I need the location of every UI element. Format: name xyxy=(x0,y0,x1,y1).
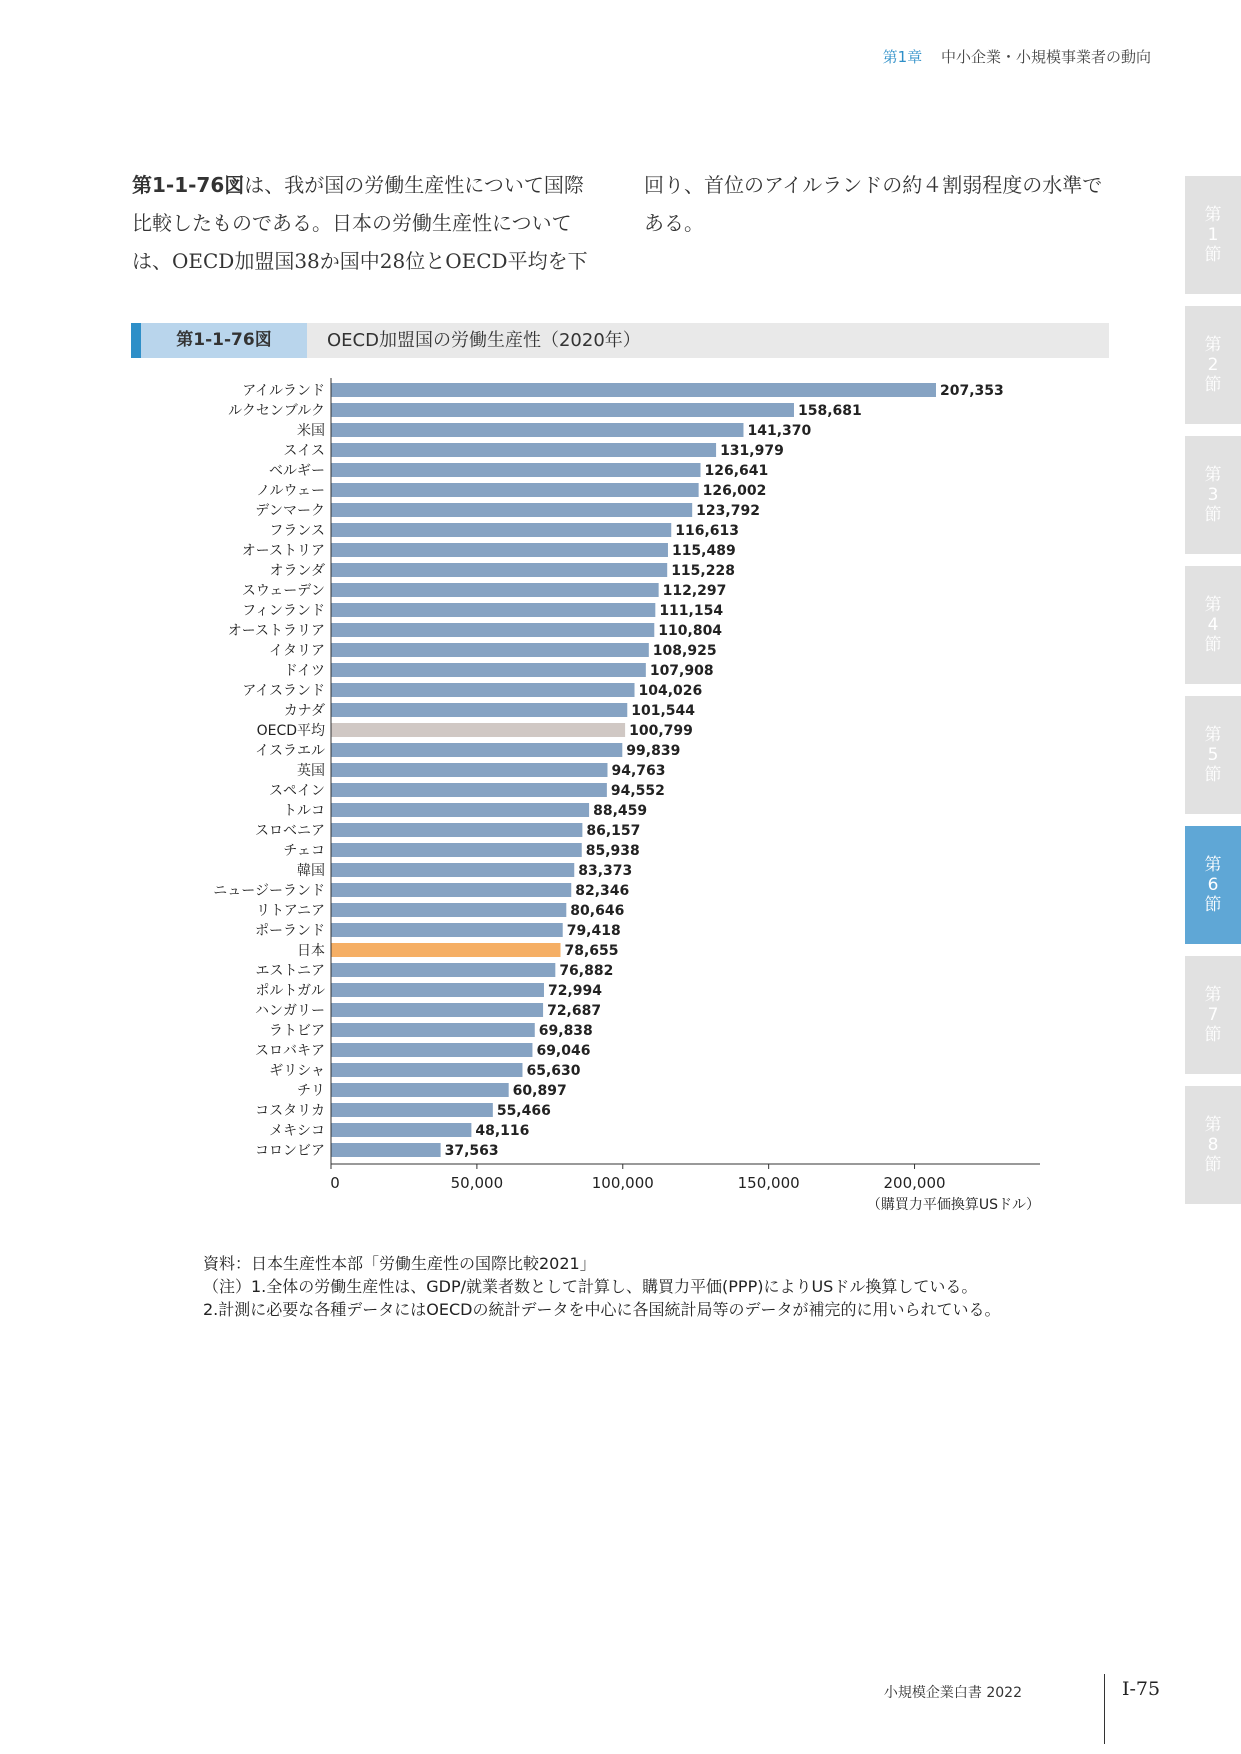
value-label-4: 126,641 xyxy=(704,463,769,479)
bar-36 xyxy=(331,1103,493,1117)
category-label-27: ポーランド xyxy=(255,923,325,939)
footer-divider xyxy=(1104,1674,1105,1744)
bar-3 xyxy=(331,443,716,457)
value-label-14: 107,908 xyxy=(649,663,714,679)
category-label-33: スロバキア xyxy=(255,1043,325,1059)
category-label-16: カナダ xyxy=(283,703,325,719)
category-label-29: エストニア xyxy=(255,963,325,979)
x-unit-label: （購買力平価換算USドル） xyxy=(866,1197,1040,1213)
value-label-16: 101,544 xyxy=(631,703,696,719)
value-label-11: 111,154 xyxy=(659,603,724,619)
source-note: 資料：日本生産性本部「労働生産性の国際比較2021」 xyxy=(203,1254,596,1273)
bar-7 xyxy=(331,523,671,537)
category-label-8: オーストリア xyxy=(241,543,325,559)
value-label-2: 141,370 xyxy=(747,423,812,439)
category-label-4: ベルギー xyxy=(269,463,325,479)
bar-10 xyxy=(331,583,659,597)
bar-0 xyxy=(331,383,936,397)
page-number: Ⅰ-75 xyxy=(1122,1678,1161,1700)
section-tab-label: 第5節 xyxy=(1204,725,1222,785)
bar-32 xyxy=(331,1023,535,1037)
category-label-5: ノルウェー xyxy=(256,483,325,499)
category-label-30: ポルトガル xyxy=(255,983,325,999)
section-tab-6[interactable] xyxy=(1185,826,1241,944)
bar-2 xyxy=(331,423,743,437)
bar-15 xyxy=(331,683,635,697)
category-label-11: フィンランド xyxy=(242,603,325,619)
bar-4 xyxy=(331,463,700,477)
value-label-1: 158,681 xyxy=(797,403,862,419)
value-label-5: 126,002 xyxy=(702,483,767,499)
category-label-19: 英国 xyxy=(297,763,325,779)
section-tab-label: 第6節 xyxy=(1204,855,1222,915)
page-footer xyxy=(883,1678,1180,1722)
x-tick-label-3: 150,000 xyxy=(737,1174,800,1192)
chapter-number: 第1章 xyxy=(882,48,923,66)
value-label-27: 79,418 xyxy=(566,923,621,939)
figure-reference: 第1-1-76図 xyxy=(132,173,245,197)
bar-17 xyxy=(331,723,625,737)
value-label-21: 88,459 xyxy=(593,803,648,819)
category-label-0: アイルランド xyxy=(242,383,325,399)
value-label-29: 76,882 xyxy=(559,963,614,979)
section-tab-label: 第1節 xyxy=(1204,205,1222,265)
value-label-13: 108,925 xyxy=(652,643,717,659)
bar-26 xyxy=(331,903,566,917)
bar-31 xyxy=(331,1003,543,1017)
value-label-33: 69,046 xyxy=(536,1043,591,1059)
value-label-8: 115,489 xyxy=(671,543,736,559)
value-label-23: 85,938 xyxy=(585,843,640,859)
bar-8 xyxy=(331,543,668,557)
value-label-35: 60,897 xyxy=(512,1083,567,1099)
category-label-20: スペイン xyxy=(269,783,325,799)
value-label-15: 104,026 xyxy=(638,683,703,699)
value-label-3: 131,979 xyxy=(720,443,784,459)
value-label-26: 80,646 xyxy=(570,903,625,919)
section-tab-label: 第2節 xyxy=(1204,335,1222,395)
bar-11 xyxy=(331,603,655,617)
bar-14 xyxy=(331,663,646,677)
bar-6 xyxy=(331,503,692,517)
value-label-6: 123,792 xyxy=(696,503,760,519)
category-label-10: スウェーデン xyxy=(241,583,325,599)
bar-9 xyxy=(331,563,667,577)
value-label-34: 65,630 xyxy=(526,1063,581,1079)
value-label-7: 116,613 xyxy=(675,523,740,539)
category-label-9: オランダ xyxy=(269,563,325,579)
bar-30 xyxy=(331,983,544,997)
bar-5 xyxy=(331,483,699,497)
bar-25 xyxy=(331,883,571,897)
category-label-23: チェコ xyxy=(283,843,325,859)
bar-21 xyxy=(331,803,589,817)
body-text: は、我が国の労働生産性について国際比較したものである。日本の労働生産性については、OECD加盟国38か国中28位とOECD平均を下回り、首位のアイルランドの約４割弱程度の水準である。 xyxy=(132,173,1103,273)
bar-1 xyxy=(331,403,794,417)
bar-13 xyxy=(331,643,649,657)
section-tab-5[interactable] xyxy=(1185,696,1241,814)
value-label-25: 82,346 xyxy=(575,883,630,899)
value-label-38: 37,563 xyxy=(444,1143,499,1159)
bar-12 xyxy=(331,623,654,637)
category-label-1: ルクセンブルク xyxy=(228,403,325,419)
value-label-9: 115,228 xyxy=(671,563,735,579)
book-title: 小規模企業白書 2022 xyxy=(883,1685,1022,1701)
category-label-36: コスタリカ xyxy=(255,1103,325,1119)
section-tab-label: 第8節 xyxy=(1204,1115,1222,1175)
note-1: （注）1.全体の労働生産性は、GDP/就業者数として計算し、購買力平価(PPP)によりUSドル換算している。 xyxy=(203,1277,978,1296)
bar-23 xyxy=(331,843,582,857)
category-label-22: スロベニア xyxy=(255,823,325,839)
bar-29 xyxy=(331,963,555,977)
bar-19 xyxy=(331,763,607,777)
section-tab-3[interactable] xyxy=(1185,436,1241,554)
chapter-title: 中小企業・小規模事業者の動向 xyxy=(940,48,1151,66)
bar-35 xyxy=(331,1083,509,1097)
category-label-18: イスラエル xyxy=(255,743,325,759)
bar-20 xyxy=(331,783,607,797)
section-tab-label: 第4節 xyxy=(1204,595,1222,655)
figure-title: OECD加盟国の労働生産性（2020年） xyxy=(327,330,641,351)
category-label-2: 米国 xyxy=(297,423,325,439)
section-tab-label: 第7節 xyxy=(1204,985,1222,1045)
section-tabs xyxy=(1185,176,1241,1216)
bar-27 xyxy=(331,923,563,937)
figure-notes xyxy=(203,1252,1000,1321)
value-label-20: 94,552 xyxy=(610,783,665,799)
value-label-28: 78,655 xyxy=(564,943,619,959)
category-label-12: オーストラリア xyxy=(227,623,325,639)
category-label-21: トルコ xyxy=(283,803,325,819)
bar-38 xyxy=(331,1143,441,1157)
value-label-22: 86,157 xyxy=(586,823,641,839)
value-label-0: 207,353 xyxy=(939,383,1004,399)
x-tick-label-0: 0 xyxy=(330,1174,340,1192)
section-tab-7[interactable] xyxy=(1185,956,1241,1074)
bar-24 xyxy=(331,863,574,877)
value-label-24: 83,373 xyxy=(578,863,633,879)
bar-33 xyxy=(331,1043,532,1057)
x-tick-label-4: 200,000 xyxy=(883,1174,946,1192)
category-label-28: 日本 xyxy=(297,943,325,959)
category-label-35: チリ xyxy=(297,1083,325,1099)
category-label-15: アイスランド xyxy=(242,683,325,699)
bar-18 xyxy=(331,743,622,757)
value-label-31: 72,687 xyxy=(547,1003,602,1019)
category-label-38: コロンビア xyxy=(255,1143,325,1159)
value-label-19: 94,763 xyxy=(611,763,666,779)
bar-37 xyxy=(331,1123,471,1137)
x-tick-label-1: 50,000 xyxy=(450,1174,504,1192)
category-label-24: 韓国 xyxy=(297,863,325,879)
bar-34 xyxy=(331,1063,522,1077)
category-label-3: スイス xyxy=(283,443,325,459)
bar-22 xyxy=(331,823,582,837)
section-tab-4[interactable] xyxy=(1185,566,1241,684)
bar-28 xyxy=(331,943,560,957)
category-label-26: リトアニア xyxy=(256,903,325,919)
category-label-34: ギリシャ xyxy=(269,1063,325,1079)
value-label-36: 55,466 xyxy=(496,1103,551,1119)
category-label-31: ハンガリー xyxy=(255,1003,325,1019)
category-label-37: メキシコ xyxy=(269,1123,325,1139)
value-label-17: 100,799 xyxy=(629,723,693,739)
value-label-37: 48,116 xyxy=(475,1123,530,1139)
value-label-12: 110,804 xyxy=(658,623,723,639)
bar-16 xyxy=(331,703,627,717)
section-tab-1[interactable] xyxy=(1185,176,1241,294)
section-tab-label: 第3節 xyxy=(1204,465,1222,525)
category-label-32: ラトビア xyxy=(269,1023,325,1039)
section-tab-2[interactable] xyxy=(1185,306,1241,424)
value-label-18: 99,839 xyxy=(626,743,681,759)
value-label-10: 112,297 xyxy=(662,583,727,599)
category-label-25: ニュージーランド xyxy=(213,883,325,899)
category-label-14: ドイツ xyxy=(283,663,325,679)
category-label-17: OECD平均 xyxy=(256,723,325,739)
category-label-6: デンマーク xyxy=(255,503,325,519)
category-label-13: イタリア xyxy=(269,643,325,659)
value-label-32: 69,838 xyxy=(538,1023,593,1039)
value-label-30: 72,994 xyxy=(547,983,603,999)
section-tab-8[interactable] xyxy=(1185,1086,1241,1204)
category-label-7: フランス xyxy=(269,523,325,539)
figure-number: 第1-1-76図 xyxy=(131,323,307,358)
note-2: 2.計測に必要な各種データにはOECDの統計データを中心に各国統計局等のデータが補完的に用いられている。 xyxy=(203,1300,1001,1319)
x-tick-label-2: 100,000 xyxy=(591,1174,654,1192)
